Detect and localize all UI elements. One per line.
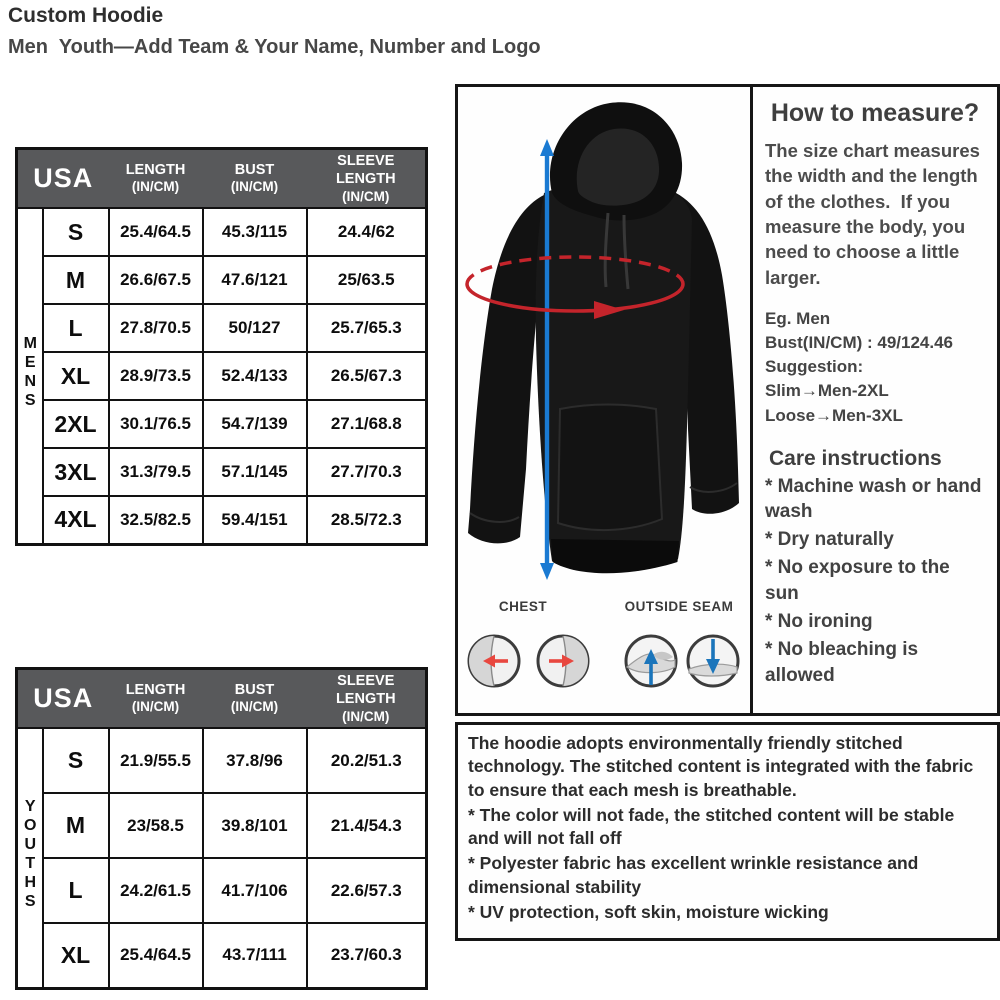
sleeve-cell: 28.5/72.3: [307, 496, 427, 544]
sleeve-cell: 21.4/54.3: [307, 793, 427, 858]
length-cell: 24.2/61.5: [109, 858, 203, 923]
length-cell: 31.3/79.5: [109, 448, 203, 496]
size-cell: 2XL: [43, 400, 109, 448]
bust-cell: 50/127: [203, 304, 307, 352]
column-header-bust: [203, 149, 307, 209]
seam-measure-down-icon: [685, 633, 741, 689]
column-name: SLEEVE LENGTH: [335, 673, 396, 708]
example-line: Loose→Men-3XL: [765, 405, 903, 425]
bust-cell: 52.4/133: [203, 352, 307, 400]
youths-vertical-label-cell: [17, 728, 43, 988]
length-cell: 28.9/73.5: [109, 352, 203, 400]
table-row: [17, 793, 427, 858]
product-description-panel: [455, 722, 1000, 941]
care-item: * No exposure to the sun: [765, 557, 950, 604]
column-name: LENGTH: [125, 682, 186, 699]
example-line: Slim→Men-2XL: [765, 381, 889, 401]
example-line: Bust(IN/CM) : 49/124.46: [765, 333, 953, 353]
table-row: [17, 400, 427, 448]
sleeve-cell: 22.6/57.3: [307, 858, 427, 923]
column-unit: (IN/CM): [131, 699, 180, 715]
youths-vertical-label: YOUTHS: [21, 798, 39, 913]
seam-measure-up-icon: [623, 633, 679, 689]
sleeve-cell: 27.7/70.3: [307, 448, 427, 496]
care-item: * No bleaching is allowed: [765, 639, 919, 686]
bust-cell: 47.6/121: [203, 256, 307, 304]
description-paragraph: * UV protection, soft skin, moisture wicking: [468, 901, 829, 922]
column-unit: (IN/CM): [131, 179, 180, 195]
sleeve-cell: 25/63.5: [307, 256, 427, 304]
sleeve-cell: 23.7/60.3: [307, 923, 427, 988]
description-paragraph: The hoodie adopts environmentally friendly stitched technology. The stitched content is integrated with the fabric to ensure that each mesh is breathable.: [468, 733, 974, 800]
example-line: Suggestion:: [765, 357, 864, 377]
example-line: Eg. Men: [765, 309, 831, 329]
length-cell: 25.4/64.5: [109, 923, 203, 988]
description-paragraph: * Polyester fabric has excellent wrinkle resistance and dimensional stability: [468, 853, 919, 897]
table-header-row: [17, 149, 427, 209]
how-to-measure-panel: [753, 84, 1000, 716]
mens-size-table: [15, 147, 428, 546]
care-instructions-heading: Care instructions: [769, 446, 942, 470]
size-cell: S: [43, 208, 109, 256]
sizing-example-block: [765, 307, 985, 428]
measure-body-text: The size chart measures the width and the length of the clothes. If you measure the body, you need to choose a little larger.: [765, 140, 986, 288]
column-header-usa: USA: [17, 149, 109, 209]
bust-cell: 45.3/115: [203, 208, 307, 256]
youths-size-table: [15, 667, 428, 990]
column-header-sleeve: [307, 669, 427, 729]
column-name: BUST: [234, 162, 275, 179]
description-paragraph: * The color will not fade, the stitched content will be stable and will not fall off: [468, 804, 955, 849]
length-cell: 26.6/67.5: [109, 256, 203, 304]
bust-cell: 59.4/151: [203, 496, 307, 544]
sleeve-cell: 24.4/62: [307, 208, 427, 256]
column-header-bust: [203, 669, 307, 729]
care-instructions-list: [765, 474, 985, 688]
size-cell: XL: [43, 352, 109, 400]
bust-cell: 37.8/96: [203, 728, 307, 793]
length-cell: 25.4/64.5: [109, 208, 203, 256]
care-item: * Dry naturally: [765, 529, 894, 551]
length-cell: 27.8/70.5: [109, 304, 203, 352]
table-row: [17, 496, 427, 544]
length-cell: 21.9/55.5: [109, 728, 203, 793]
page-title: Custom Hoodie: [8, 4, 164, 27]
table-row: [17, 923, 427, 988]
hoodie-diagram-panel: [455, 84, 753, 716]
sleeve-cell: 26.5/67.3: [307, 352, 427, 400]
measure-heading: How to measure?: [770, 99, 980, 127]
sleeve-cell: 25.7/65.3: [307, 304, 427, 352]
column-unit: (IN/CM): [342, 708, 390, 724]
table-row: [17, 448, 427, 496]
page-subtitle: Men Youth—Add Team & Your Name, Number and Logo: [8, 36, 541, 58]
column-header-length: [109, 149, 203, 209]
table-row: [17, 858, 427, 923]
table-row: [17, 352, 427, 400]
bust-cell: 39.8/101: [203, 793, 307, 858]
size-cell: M: [43, 256, 109, 304]
size-cell: 4XL: [43, 496, 109, 544]
column-header-usa: USA: [17, 669, 109, 729]
hoodie-image: [460, 89, 748, 589]
mens-vertical-label-cell: [17, 208, 43, 544]
size-cell: L: [43, 304, 109, 352]
length-cell: 30.1/76.5: [109, 400, 203, 448]
chest-measure-right-icon: [535, 633, 591, 689]
length-cell: 32.5/82.5: [109, 496, 203, 544]
column-name: BUST: [234, 682, 275, 699]
care-item: * No ironing: [765, 611, 873, 633]
column-name: LENGTH: [125, 162, 186, 179]
table-header-row: [17, 669, 427, 729]
bust-cell: 54.7/139: [203, 400, 307, 448]
column-unit: (IN/CM): [342, 188, 390, 204]
sleeve-cell: 20.2/51.3: [307, 728, 427, 793]
size-cell: 3XL: [43, 448, 109, 496]
table-row: [17, 728, 427, 793]
column-unit: (IN/CM): [230, 179, 279, 195]
size-cell: S: [43, 728, 109, 793]
bust-cell: 41.7/106: [203, 858, 307, 923]
table-row: [17, 208, 427, 256]
outside-seam-label: OUTSIDE SEAM: [624, 599, 734, 614]
column-header-length: [109, 669, 203, 729]
table-row: [17, 256, 427, 304]
size-cell: M: [43, 793, 109, 858]
length-cell: 23/58.5: [109, 793, 203, 858]
mens-vertical-label: MENS: [21, 335, 39, 412]
chest-measure-left-icon: [466, 633, 522, 689]
size-cell: L: [43, 858, 109, 923]
column-header-sleeve: [307, 149, 427, 209]
table-row: [17, 304, 427, 352]
bust-cell: 57.1/145: [203, 448, 307, 496]
care-item: * Machine wash or hand wash: [765, 475, 982, 522]
bust-cell: 43.7/111: [203, 923, 307, 988]
sleeve-cell: 27.1/68.8: [307, 400, 427, 448]
column-name: SLEEVE LENGTH: [335, 153, 396, 188]
size-cell: XL: [43, 923, 109, 988]
column-unit: (IN/CM): [230, 699, 279, 715]
chest-label: CHEST: [498, 599, 548, 614]
